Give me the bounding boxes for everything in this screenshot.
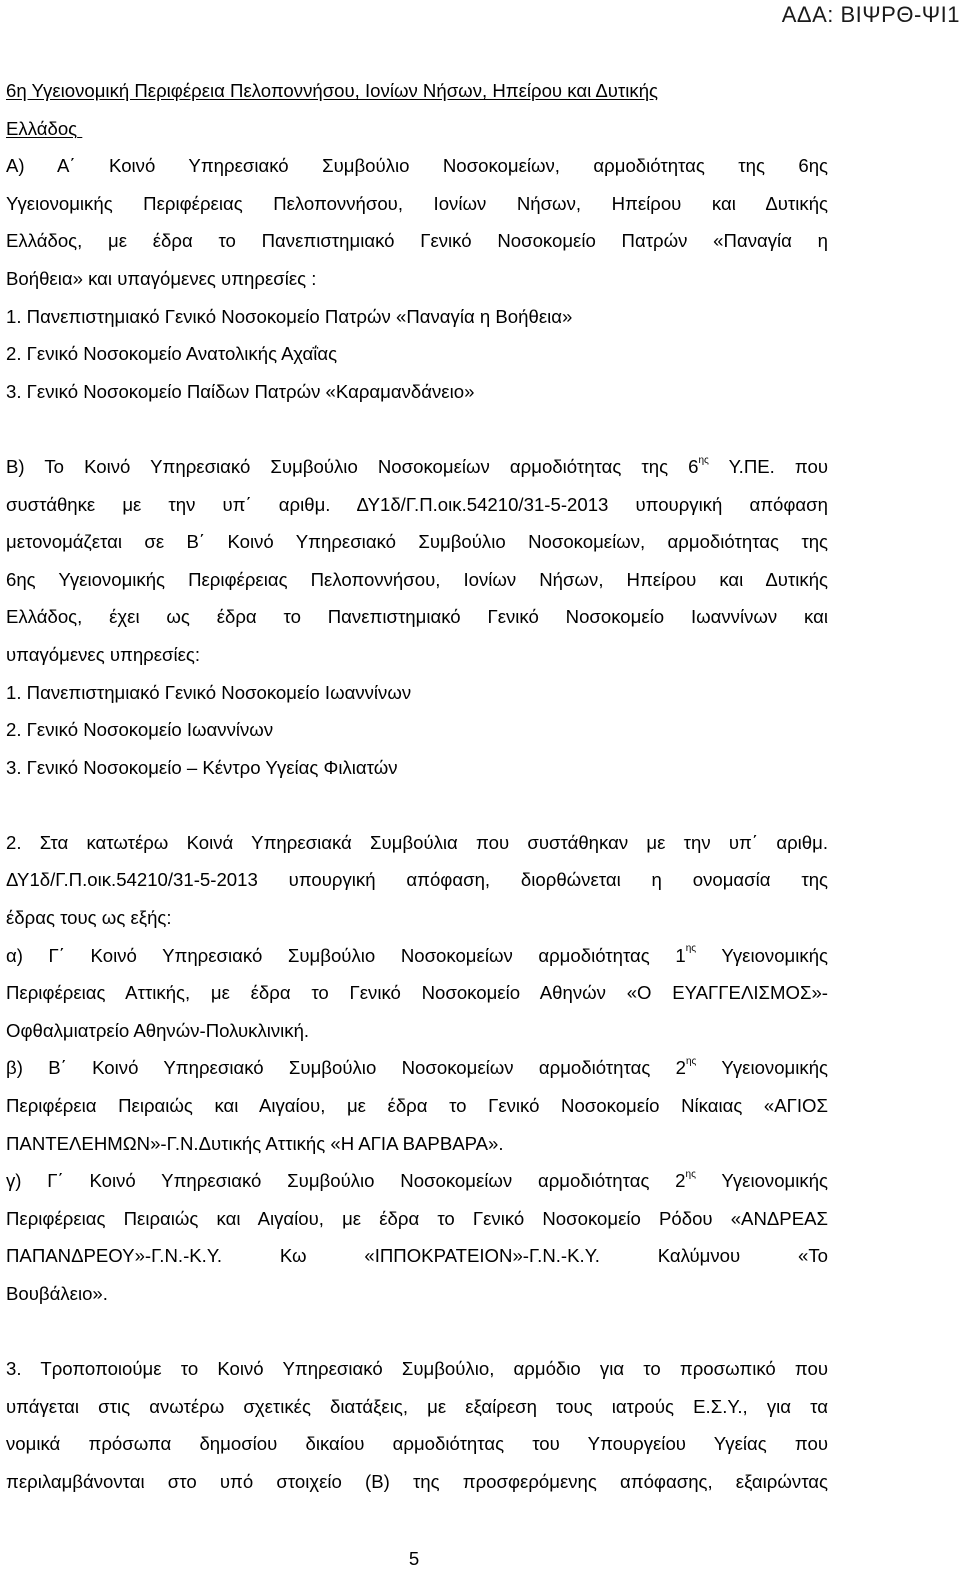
region-title-line-1	[6, 72, 828, 110]
list-item: 3. Γενικό Νοσοκομείο – Κέντρο Υγείας Φιλιατών	[6, 756, 398, 778]
paragraph-b-line-6: υπαγόμενες υπηρεσίες:	[6, 643, 201, 665]
section-2-line-1: 2. Στα κατωτέρω Κοινά Υπηρεσιακά Συμβούλια που συστάθηκαν με την υπ΄ αριθμ.	[6, 831, 828, 853]
region-title-line-2	[6, 110, 828, 148]
section-2-line-3: έδρας τους ως εξής:	[6, 907, 172, 929]
paragraph-b-line-1: Β) Το Κοινό Υπηρεσιακό Συμβούλιο Νοσοκομείων αρμοδιότητας της $6^{\eta\varsigma}$ Υ.ΠΕ. που	[6, 454, 828, 477]
ada-code: ΑΔΑ: ΒΙΨΡΘ-ΨΙ1	[781, 2, 960, 27]
list-item: 2. Γενικό Νοσοκομείο Ιωαννίνων	[6, 719, 274, 741]
item-a-line-2: Περιφέρειας Αττικής, με έδρα το Γενικό Νοσοκομείο Αθηνών «Ο ΕΥΑΓΓΕΛΙΣΜΟΣ»-	[6, 982, 828, 1004]
item-c-line-2: Περιφέρειας Πειραιώς και Αιγαίου, με έδρα το Γενικό Νοσοκομείο Ρόδου «ΑΝΔΡΕΑΣ	[6, 1207, 828, 1229]
section-3-line-1: 3. Τροποποιούμε το Κοινό Υπηρεσιακό Συμβούλιο, αρμόδιο για το προσωπικό που	[6, 1358, 828, 1380]
item-c-line-4: Βουβάλειο».	[6, 1283, 108, 1304]
list-item: 2. Γενικό Νοσοκομείο Ανατολικής Αχαΐας	[6, 343, 338, 365]
list-item: 1. Πανεπιστημιακό Γενικό Νοσοκομείο Πατρών «Παναγία η Βοήθεια»	[6, 305, 573, 327]
list-item: 1. Πανεπιστημιακό Γενικό Νοσοκομείο Ιωαννίνων	[6, 681, 412, 703]
document-body	[6, 72, 828, 1501]
section-3-line-4: περιλαμβάνονται στο υπό στοιχείο (Β) της προσφερόμενης απόφασης, εξαιρώντας	[6, 1470, 828, 1492]
section-3-line-2: υπάγεται στις ανωτέρω σχετικές διατάξεις, με εξαίρεση τους ιατρούς Ε.Σ.Υ., για τα	[6, 1395, 828, 1417]
item-a-line-3: Οφθαλμιατρείο Αθηνών-Πολυκλινική.	[6, 1019, 310, 1041]
list-item: 3. Γενικό Νοσοκομείο Παίδων Πατρών «Καραμανδάνειο»	[6, 380, 475, 402]
item-b-line-2: Περιφέρεια Πειραιώς και Αιγαίου, με έδρα το Γενικό Νοσοκομείο Νίκαιας «ΑΓΙΟΣ	[6, 1095, 828, 1117]
region-title-text-1: 6η Υγειονομική Περιφέρεια Πελοποννήσου, Ιονίων Νήσων, Ηπείρου και Δυτικής	[6, 80, 659, 101]
item-b-line-3: ΠΑΝΤΕΛΕΗΜΩΝ»-Γ.Ν.Δυτικής Αττικής «Η ΑΓΙΑ ΒΑΡΒΑΡΑ».	[6, 1132, 504, 1154]
item-c-line-3: ΠΑΠΑΝΔΡΕΟΥ»-Γ.Ν.-Κ.Υ. Κω «ΙΠΠΟΚΡΑΤΕΙΟΝ»-Γ.Ν.-Κ.Υ. Καλύμνου «Το	[6, 1245, 828, 1267]
item-b-line-1: β) Β΄ Κοινό Υπηρεσιακό Συμβούλιο Νοσοκομείων αρμοδιότητας $2^{\eta\varsigma}$ Υγειονομικής	[6, 1056, 828, 1079]
paragraph-b-line-5: Ελλάδος, έχει ως έδρα το Πανεπιστημιακό Γενικό Νοσοκομείο Ιωαννίνων και	[6, 606, 828, 628]
paragraph-a-line-1: Α) Α΄ Κοινό Υπηρεσιακό Συμβούλιο Νοσοκομείων, αρμοδιότητας της 6ης	[6, 155, 828, 177]
paragraph-a-line-2: Υγειονομικής Περιφέρειας Πελοποννήσου, Ιονίων Νήσων, Ηπείρου και Δυτικής	[6, 192, 828, 214]
item-c-line-1: γ) Γ΄ Κοινό Υπηρεσιακό Συμβούλιο Νοσοκομείων αρμοδιότητας $2^{\eta\varsigma}$ Υγειονομικής	[6, 1169, 828, 1192]
item-a-line-1: α) Γ΄ Κοινό Υπηρεσιακό Συμβούλιο Νοσοκομείων αρμοδιότητας $1^{\eta\varsigma}$ Υγειονομικής	[6, 943, 828, 966]
region-title-text-2: Ελλάδος	[6, 117, 78, 139]
paragraph-a-line-4: Βοήθεια» και υπαγόμενες υπηρεσίες :	[6, 267, 317, 289]
paragraph-b-line-3: μετονομάζεται σε Β΄ Κοινό Υπηρεσιακό Συμβούλιο Νοσοκομείων, αρμοδιότητας της	[6, 531, 828, 553]
page-number: 5	[408, 1548, 420, 1569]
section-3-line-3: νομικά πρόσωπα δημοσίου δικαίου αρμοδιότητας του Υπουργείου Υγείας που	[6, 1433, 828, 1455]
paragraph-b-line-4: 6ης Υγειονομικής Περιφέρειας Πελοποννήσου, Ιονίων Νήσων, Ηπείρου και Δυτικής	[6, 568, 828, 590]
section-2-line-2: ΔΥ1δ/Γ.Π.οικ.54210/31-5-2013 υπουργική απόφαση, διορθώνεται η ονομασία της	[6, 869, 828, 891]
paragraph-b-line-2: συστάθηκε με την υπ΄ αριθμ. ΔΥ1δ/Γ.Π.οικ.54210/31-5-2013 υπουργική απόφαση	[6, 493, 828, 515]
paragraph-a-line-3: Ελλάδος, με έδρα το Πανεπιστημιακό Γενικό Νοσοκομείο Πατρών «Παναγία η	[6, 230, 828, 252]
